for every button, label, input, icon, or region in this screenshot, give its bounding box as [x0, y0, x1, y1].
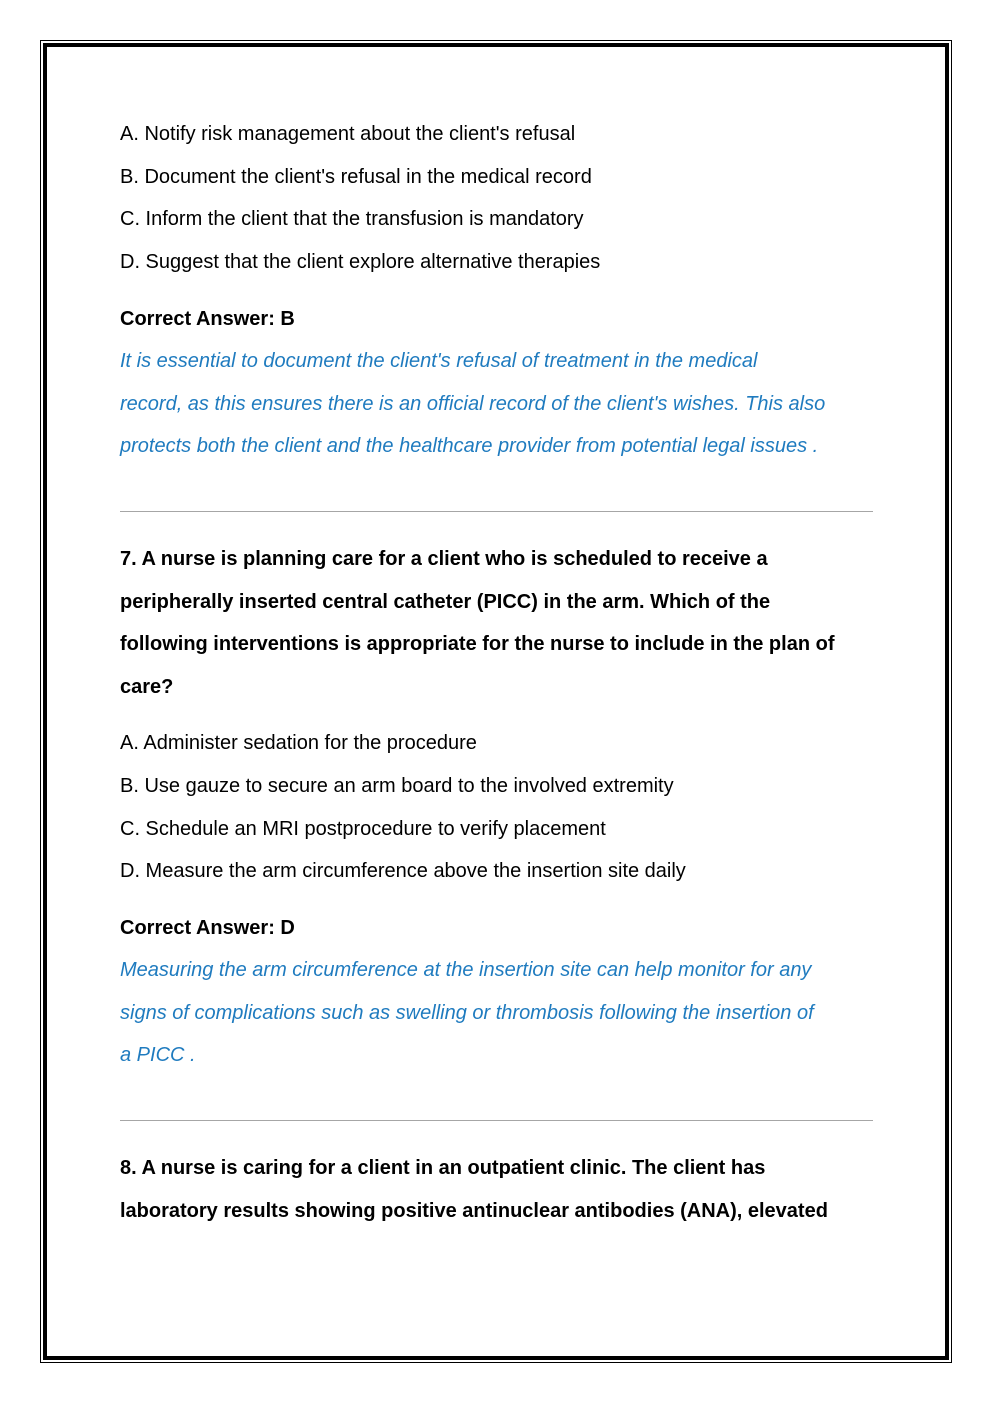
q7-option-c: C. Schedule an MRI postprocedure to verify placement [120, 818, 606, 840]
q6-option-c: C. Inform the client that the transfusion is mandatory [120, 208, 584, 230]
q7-option-d: D. Measure the arm circumference above the insertion site daily [120, 860, 686, 882]
divider [120, 511, 873, 512]
q7-explanation-line: Measuring the arm circumference at the insertion site can help monitor for any [120, 959, 812, 981]
q6-option-d: D. Suggest that the client explore alternative therapies [120, 251, 601, 273]
q7-explanation-line: a PICC . [120, 1044, 196, 1066]
q6-option-a: A. Notify risk management about the client's refusal [120, 123, 576, 145]
q7-question-line: following interventions is appropriate for the nurse to include in the plan of [120, 633, 835, 655]
q7-question-line: 7. A nurse is planning care for a client who is scheduled to receive a [120, 548, 768, 570]
q6-explanation-line: It is essential to document the client's refusal of treatment in the medical [120, 350, 758, 372]
q7-correct-answer: Correct Answer: D [120, 917, 295, 939]
q6-correct-answer: Correct Answer: B [120, 308, 295, 330]
divider [120, 1120, 873, 1121]
q6-option-b: B. Document the client's refusal in the medical record [120, 166, 592, 188]
q8-question-line: laboratory results showing positive antinuclear antibodies (ANA), elevated [120, 1200, 828, 1222]
q7-question-line: care? [120, 676, 174, 698]
q6-explanation-line: protects both the client and the healthcare provider from potential legal issues . [120, 435, 819, 457]
q8-question-line: 8. A nurse is caring for a client in an outpatient clinic. The client has [120, 1157, 766, 1179]
q6-explanation-line: record, as this ensures there is an official record of the client's wishes. This also [120, 393, 826, 415]
q7-explanation-line: signs of complications such as swelling or thrombosis following the insertion of [120, 1002, 814, 1024]
q7-option-a: A. Administer sedation for the procedure [120, 732, 477, 754]
q7-option-b: B. Use gauze to secure an arm board to the involved extremity [120, 775, 674, 797]
q7-question-line: peripherally inserted central catheter (PICC) in the arm. Which of the [120, 591, 771, 613]
